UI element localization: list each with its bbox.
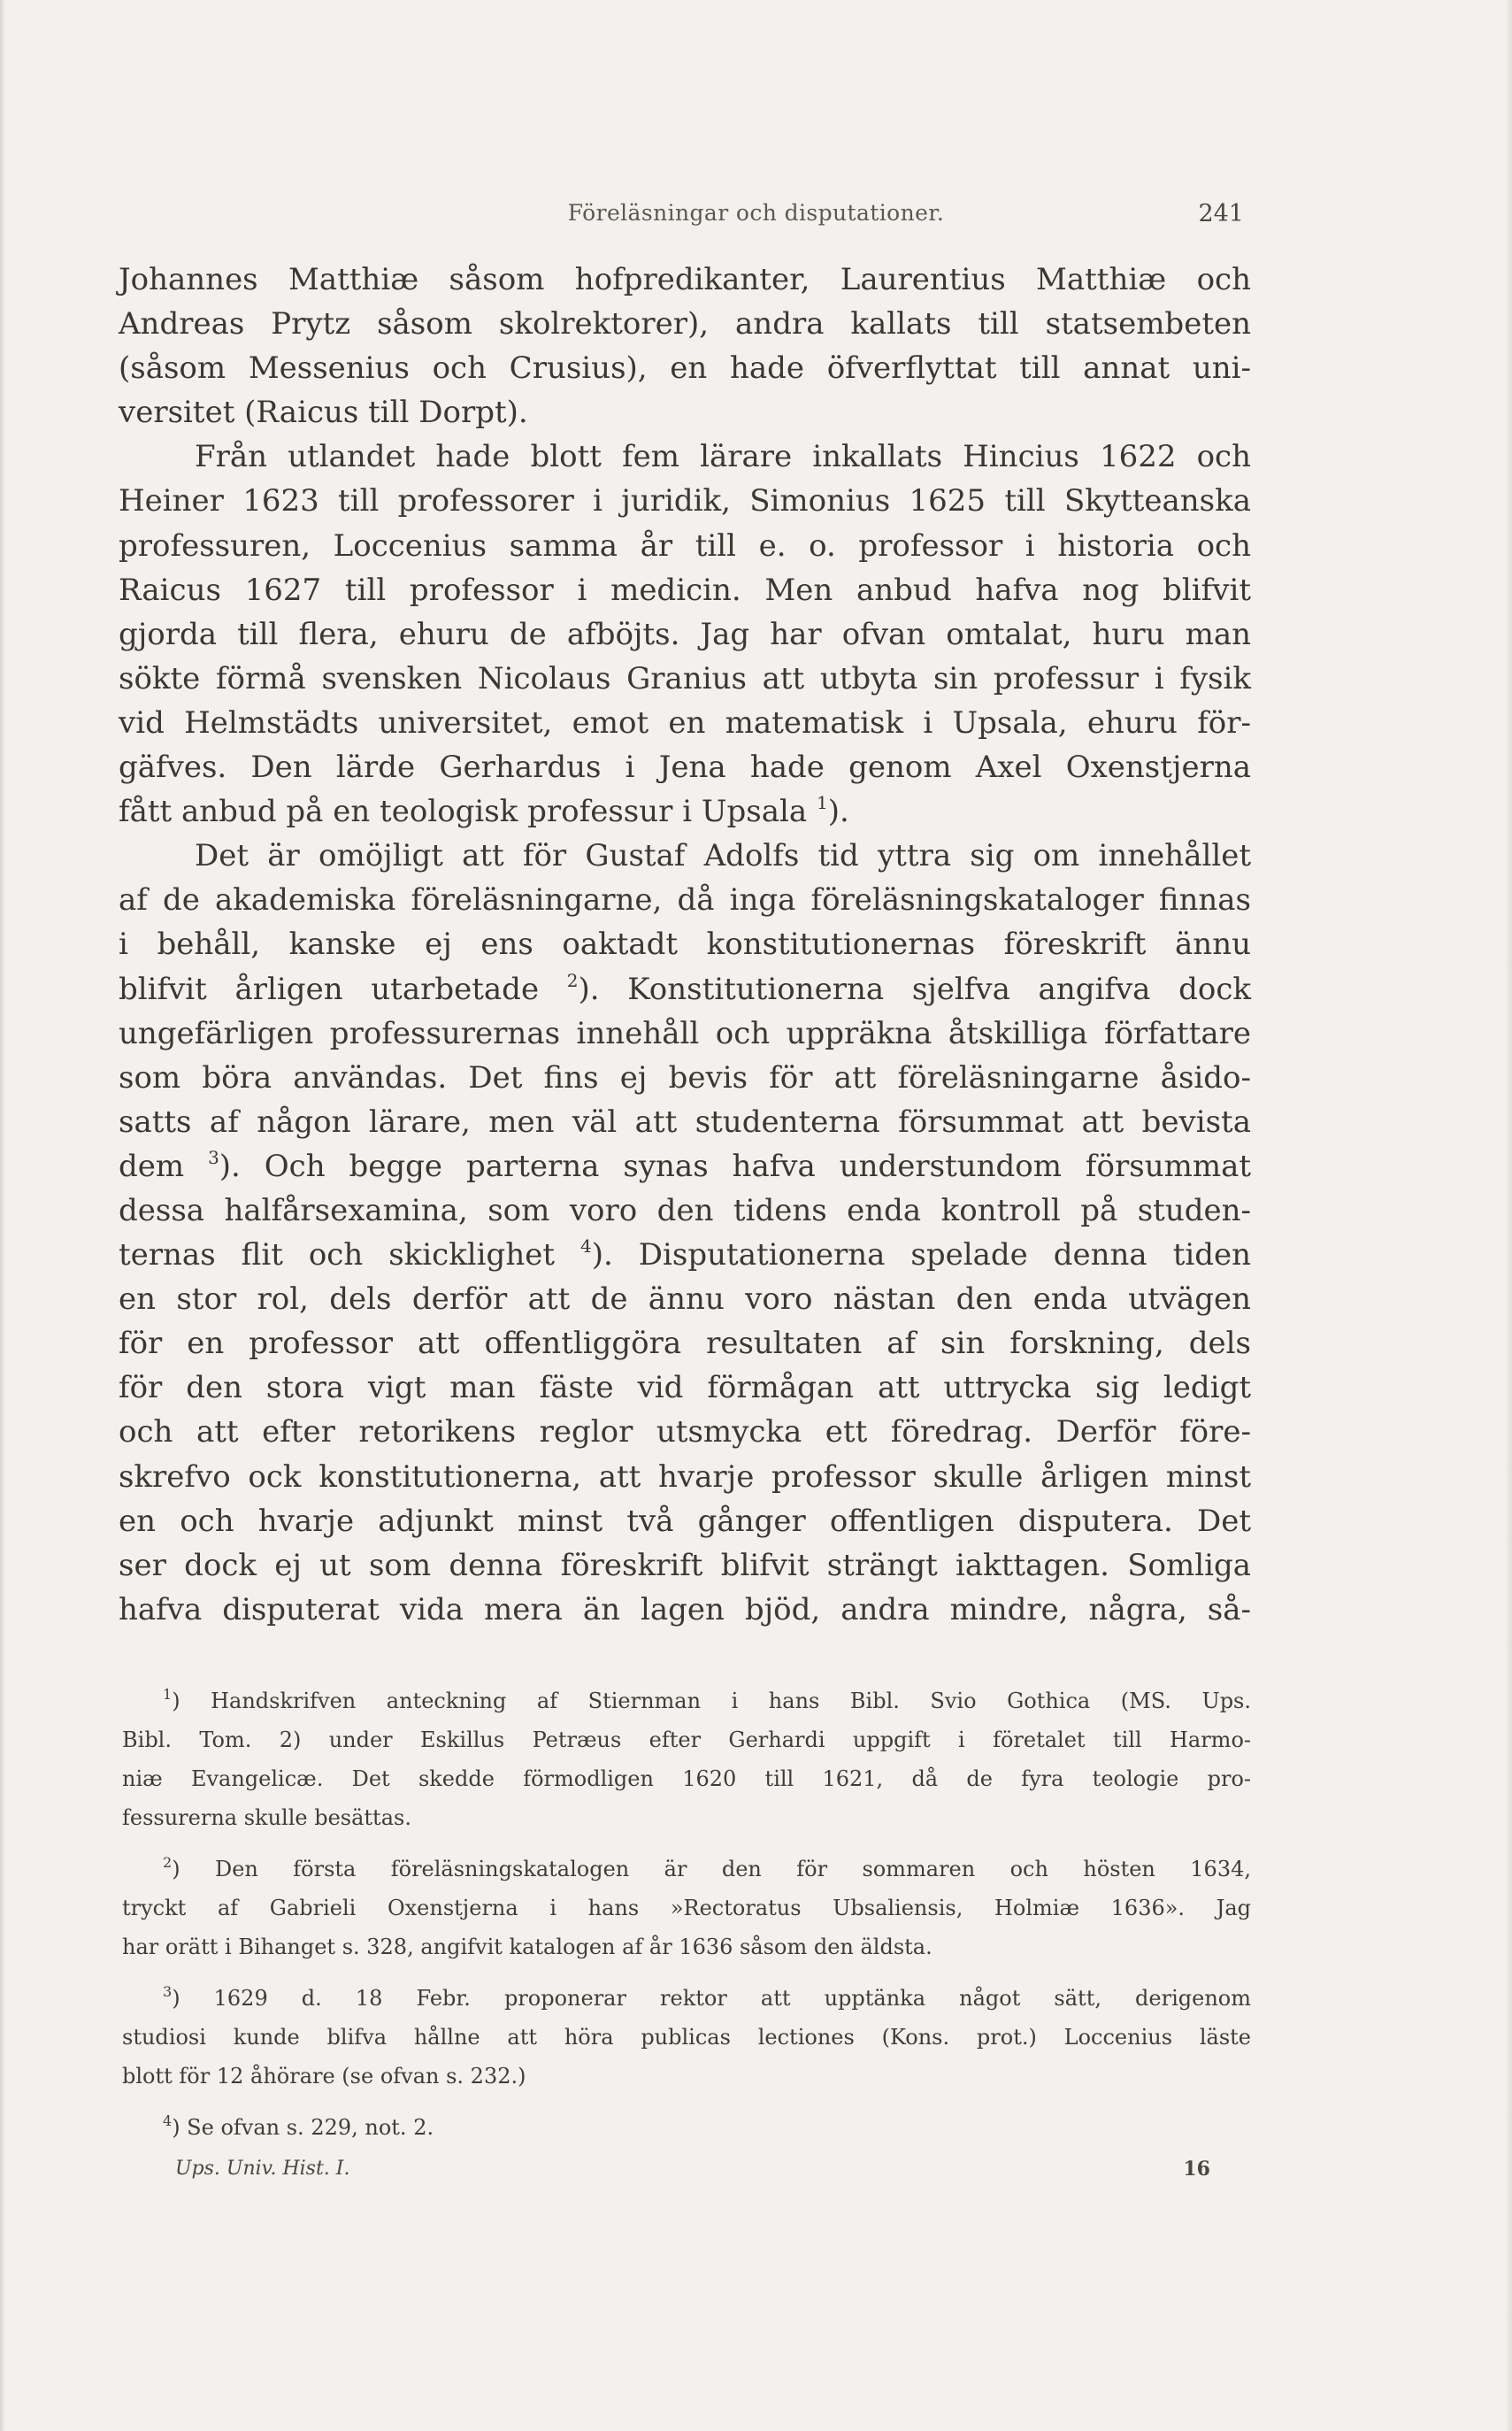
text-line: som böra användas. Det fins ej bevis för att föreläsningarne åsido- xyxy=(119,1059,1251,1096)
footnote-marker: 4 xyxy=(163,2112,173,2129)
text-line xyxy=(119,1233,1251,1277)
text-segment: ). Disputationerna spelade denna tiden xyxy=(591,1237,1252,1273)
footnote-4 xyxy=(122,2108,1251,2147)
text-line: af de akademiska föreläsningarne, då inga föreläsningskataloger finnas xyxy=(119,882,1251,919)
footnote-3 xyxy=(122,1979,1251,2096)
text-segment: ) 1629 d. 18 Febr. proponerar rektor att upptänka något sätt, derigenom xyxy=(172,1986,1251,2011)
footnote-ref-2[interactable]: 2 xyxy=(566,969,579,991)
footnote-line: fessurerna skulle besättas. xyxy=(122,1805,411,1830)
text-line: gäfves. Den lärde Gerhardus i Jena hade genom Axel Oxenstjerna xyxy=(119,750,1251,786)
page-number: 241 xyxy=(1198,200,1244,227)
text-segment: ) Handskrifven anteckning af Stiernman i hans Bibl. Svio Gothica (MS. Ups. xyxy=(172,1689,1251,1713)
footnote-line xyxy=(122,1681,1251,1720)
text-line: dessa halfårsexamina, som voro den tidens enda kontroll på studen- xyxy=(119,1192,1251,1228)
footnotes xyxy=(122,1681,1251,2159)
text-segment: blifvit årligen utarbetade xyxy=(119,971,540,1007)
footnote-line xyxy=(122,2108,1251,2147)
text-line xyxy=(119,789,1251,834)
running-title: Föreläsningar och disputationer. xyxy=(567,200,945,226)
text-line: Från utlandet hade blott fem lärare inkallats Hincius 1622 och xyxy=(195,439,1251,475)
footnote-line xyxy=(122,1979,1251,2018)
footnote-ref-3[interactable]: 3 xyxy=(208,1146,219,1168)
text-line: satts af någon lärare, men väl att studenterna försummat att bevista xyxy=(119,1104,1251,1140)
text-line: skrefvo ock konstitutionerna, att hvarje professor skulle årligen minst xyxy=(119,1458,1251,1495)
text-line: för en professor att offentliggöra resultaten af sin forskning, dels xyxy=(119,1326,1251,1362)
text-line: en stor rol, dels derför att de ännu voro nästan den enda utvägen xyxy=(119,1281,1251,1318)
signature-mark: Ups. Univ. Hist. I. xyxy=(175,2158,350,2180)
footnote-2 xyxy=(122,1850,1251,1966)
text-segment: dem xyxy=(119,1148,185,1184)
text-line: hafva disputerat vida mera än lagen bjöd, andra mindre, några, så- xyxy=(119,1591,1251,1627)
text-line: Johannes Matthiæ såsom hofpredikanter, Laurentius Matthiæ och xyxy=(119,262,1251,297)
text-line: en och hvarje adjunkt minst två gånger offentligen disputera. Det xyxy=(119,1503,1251,1539)
sheet-number: 16 xyxy=(1183,2158,1210,2181)
text-line: Raicus 1627 till professor i medicin. Men anbud hafva nog blifvit xyxy=(119,572,1251,608)
text-segment: ). Och begge parterna synas hafva understundom försummat xyxy=(219,1148,1252,1184)
text-segment: ). xyxy=(827,794,849,830)
body-text xyxy=(119,258,1251,1632)
footnote-line xyxy=(122,1850,1251,1889)
footnote-marker: 2 xyxy=(163,1854,173,1871)
text-line: gjorda till flera, ehuru de afböjts. Jag har ofvan omtalat, huru man xyxy=(119,616,1251,652)
footnote-ref-4[interactable]: 4 xyxy=(580,1235,592,1258)
footnote-line: har orätt i Bihanget s. 328, angifvit katalogen af år 1636 såsom den äldsta. xyxy=(122,1935,933,1959)
text-line: Det är omöjligt att för Gustaf Adolfs tid yttra sig om innehållet xyxy=(195,838,1251,874)
text-line: för den stora vigt man fäste vid förmågan att uttrycka sig ledigt xyxy=(119,1370,1251,1406)
footnote-marker: 3 xyxy=(163,1983,173,2000)
text-segment: ) Den första föreläsningskatalogen är den för sommaren och hösten 1634, xyxy=(172,1857,1251,1881)
page-footer xyxy=(175,2158,1210,2180)
text-line: Heiner 1623 till professorer i juridik, Simonius 1625 till Skytteanska xyxy=(119,483,1251,519)
text-line: versitet (Raicus till Dorpt). xyxy=(119,395,528,431)
text-segment: fått anbud på en teologisk professur i Upsala xyxy=(119,794,808,830)
footnote-ref-1[interactable]: 1 xyxy=(816,792,828,814)
footnote-1 xyxy=(122,1681,1251,1837)
text-segment: ternas flit och skicklighet xyxy=(119,1237,555,1273)
text-line: vid Helmstädts universitet, emot en matematisk i Upsala, ehuru för- xyxy=(119,704,1251,741)
footnote-line: Bibl. Tom. 2) under Eskillus Petræus efter Gerhardi uppgift i företalet till Harmo- xyxy=(122,1727,1251,1752)
text-line: i behåll, kanske ej ens oaktadt konstitutionernas föreskrift ännu xyxy=(119,927,1251,963)
footnote-line: blott för 12 åhörare (se ofvan s. 232.) xyxy=(122,2064,526,2089)
scan-edge-right xyxy=(1505,0,1512,2431)
text-line: ungefärligen professurernas innehåll och uppräkna åtskilliga författare xyxy=(119,1015,1251,1051)
text-line xyxy=(119,967,1251,1012)
text-line: ser dock ej ut som denna föreskrift blifvit strängt iakttagen. Somliga xyxy=(119,1547,1251,1583)
footnote-marker: 1 xyxy=(163,1686,173,1703)
text-line: Andreas Prytz såsom skolrektorer), andra kallats till statsembeten xyxy=(119,306,1251,342)
text-segment: ). Konstitutionerna sjelfva angifva dock xyxy=(578,971,1251,1007)
text-line: (såsom Messenius och Crusius), en hade öfverflyttat till annat uni- xyxy=(119,350,1251,387)
scan-edge-left xyxy=(0,0,5,2431)
text-segment: ) Se ofvan s. 229, not. 2. xyxy=(172,2115,434,2140)
footnote-line: tryckt af Gabrieli Oxenstjerna i hans »Rectoratus Ubsaliensis, Holmiæ 1636». Jag xyxy=(122,1896,1251,1920)
text-line: sökte förmå svensken Nicolaus Granius att utbyta sin professur i fysik xyxy=(119,660,1251,696)
text-line: och att efter retorikens reglor utsmycka ett föredrag. Derför före- xyxy=(119,1414,1251,1450)
footnote-line: niæ Evangelicæ. Det skedde förmodligen 1620 till 1621, då de fyra teologie pro- xyxy=(122,1766,1251,1791)
footnote-line: studiosi kunde blifva hållne att höra publicas lectiones (Kons. prot.) Loccenius läste xyxy=(122,2025,1251,2050)
text-line: professuren, Loccenius samma år till e. o. professor i historia och xyxy=(119,527,1251,564)
text-line xyxy=(119,1144,1251,1189)
